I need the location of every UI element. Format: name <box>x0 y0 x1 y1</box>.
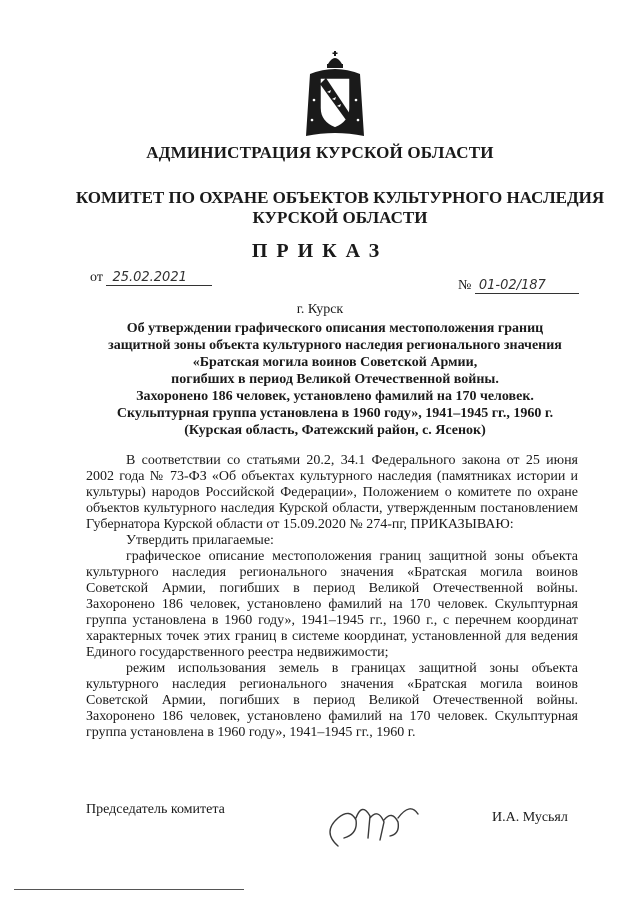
subject-line: Об утверждении графического описания местоположения границ <box>126 321 544 336</box>
number-prefix: № <box>458 278 472 293</box>
crown-icon <box>327 51 343 68</box>
order-subject <box>70 320 600 439</box>
coat-of-arms-emblem <box>300 50 370 138</box>
date-prefix: от <box>90 270 103 285</box>
subject-line: Захоронено 186 человек, установлено фамилий на 170 человек. <box>136 389 534 404</box>
subject-line: погибших в период Великой Отечественной войны. <box>171 372 499 387</box>
administration-title: АДМИНИСТРАЦИЯ КУРСКОЙ ОБЛАСТИ <box>146 143 494 162</box>
subject-line: Скульптурная группа установлена в 1960 году», 1941–1945 гг., 1960 г. <box>116 406 554 421</box>
item1-paragraph: графическое описание местоположения границ защитной зоны объекта культурного наследия регионального значения «Братская могила воинов Советской Армии, погибших в период Великой Отечественной войны. Захоронено 186 человек, установлено фамилий на 170 человек. Скульптурная группа установлена в 1960 году», 1941–1945 гг., 1960 г., с перечнем координат характерных точек этих границ в системе координат, установленной для ведения Единого государственного реестра недвижимости; <box>86 549 578 660</box>
committee-title-line2: КУРСКОЙ ОБЛАСТИ <box>252 208 428 227</box>
city-line: г. Курск <box>296 302 344 317</box>
number-handwritten: 01-02/187 <box>475 278 579 294</box>
subject-line: (Курская область, Фатежский район, с. Ясенок) <box>184 423 486 438</box>
approve-paragraph: Утвердить прилагаемые: <box>126 533 274 548</box>
subject-line: защитной зоны объекта культурного наследия регионального значения <box>108 338 562 353</box>
signer-title: Председатель комитета <box>86 802 225 817</box>
committee-title-line1: КОМИТЕТ ПО ОХРАНЕ ОБЪЕКТОВ КУЛЬТУРНОГО НАСЛЕДИЯ <box>75 188 605 207</box>
order-number <box>458 278 579 294</box>
order-date <box>90 270 212 286</box>
signer-name: И.А. Мусьял <box>492 810 568 825</box>
preamble-paragraph: В соответствии со статьями 20.2, 34.1 Федерального закона от 25 июня 2002 года № 73-ФЗ «Об объектах культурного наследия (памятниках истории и культуры) народов Российской Федерации», Положением о комитете по охране объектов культурного наследия Курской области, утвержденным постановлением Губернатора Курской области от 15.09.2020 № 274-пг, ПРИКАЗЫВАЮ: <box>86 453 578 532</box>
handwritten-signature <box>318 788 430 854</box>
committee-title <box>60 188 620 228</box>
order-body <box>86 453 578 741</box>
order-heading: ПРИКАЗ <box>251 240 389 262</box>
date-handwritten: 25.02.2021 <box>106 270 212 286</box>
subject-line: «Братская могила воинов Советской Армии, <box>192 355 478 370</box>
item2-paragraph: режим использования земель в границах защитной зоны объекта культурного наследия регионального значения «Братская могила воинов Советской Армии, погибших в период Великой Отечественной войны. Захоронено 186 человек, установлено фамилий на 170 человек. Скульптурная группа установлена в 1960 году», 1941–1945 гг., 1960 г. <box>86 661 578 740</box>
bottom-divider <box>14 889 244 890</box>
